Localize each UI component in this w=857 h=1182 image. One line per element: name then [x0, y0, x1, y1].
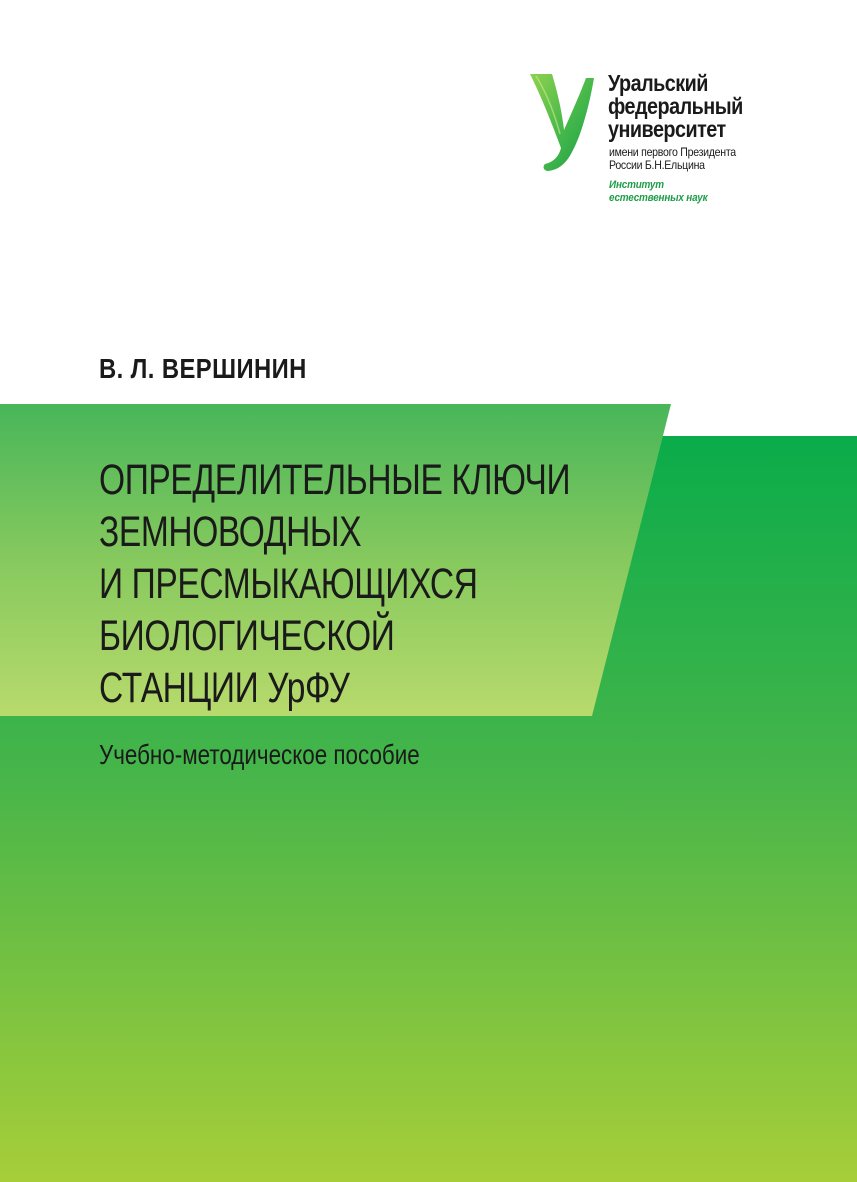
book-title-line: ЗЕМНОВОДНЫХ: [99, 508, 362, 556]
university-subtitle-line: имени первого Президента: [609, 145, 736, 159]
book-author: В. Л. ВЕРШИНИН: [99, 353, 307, 384]
urfu-u-logo-icon: [528, 72, 598, 174]
book-title-line: ОПРЕДЕЛИТЕЛЬНЫЕ КЛЮЧИ: [99, 456, 571, 504]
book-title-line: БИОЛОГИЧЕСКОЙ: [99, 612, 395, 660]
book-title-line: И ПРЕСМЫКАЮЩИХСЯ: [99, 560, 478, 608]
university-name-line: университет: [608, 116, 726, 142]
institute-name-line: естественных наук: [609, 191, 708, 204]
university-name: [608, 72, 814, 141]
book-title-line: СТАНЦИИ УрФУ: [99, 664, 350, 712]
book-subtitle: Учебно-методическое пособие: [99, 739, 420, 770]
book-title: [99, 454, 598, 714]
university-name-line: Уральский: [608, 70, 708, 96]
institute-name: [609, 179, 825, 204]
university-name-line: федеральный: [608, 93, 743, 119]
institute-name-line: Институт: [609, 179, 664, 191]
university-subtitle-line: России Б.Н.Ельцина: [609, 158, 705, 172]
university-subtitle: [609, 146, 820, 172]
